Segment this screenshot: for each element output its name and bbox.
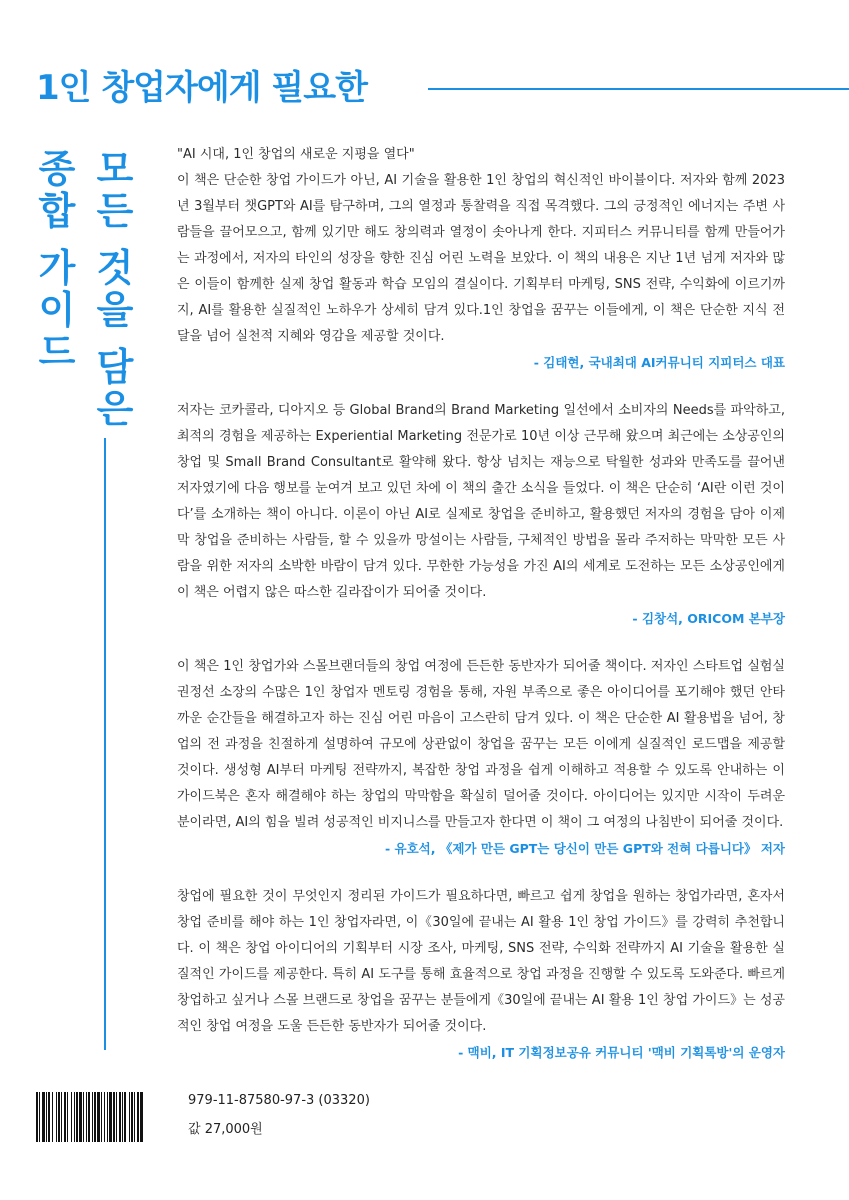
barcode-space	[143, 1092, 144, 1142]
review-signature: - 맥비, IT 기획정보공유 커뮤니티 '맥비 기획톡방'의 운영자	[458, 1045, 785, 1060]
review-text: 창업에 필요한 것이 무엇인지 정리된 가이드가 필요하다면, 빠르고 쉽게 창업을 원하는 창업가라면, 혼자서 창업 준비를 해야 하는 1인 창업자라면, 이《30일에 끝내는 AI 활용 1인 창업 가이드》를 강력히 추천합니다. 이 책은 창업 아이디어의 기획부터 시장 조사, 마케팅, SNS 전략, 수익화 전략까지 AI 기술을 활용한 실질적인 가이드를 제공한다. 특히 AI 도구를 통해 효율적으로 창업 과정을 진행할 수 있도록 도와준다. 빠르게 창업하고 싶거나 스몰 브랜드로 창업을 꿈꾸는 분들에게《30일에 끝내는 AI 활용 1인 창업 가이드》는 성공적인 창업 여정을 도울 든든한 동반자가 되어줄 것이다.	[177, 889, 785, 1034]
vertical-char: 이	[38, 288, 76, 332]
isbn: 979-11-87580-97-3 (03320)	[188, 1093, 370, 1108]
vertical-char: 가	[38, 246, 76, 290]
review-text: 이 책은 1인 창업가와 스몰브랜더들의 창업 여정에 든든한 동반자가 되어줄 책이다. 저자인 스타트업 실험실 권정선 소장의 수많은 1인 창업자 멘토링 경험을 통해, 자원 부족으로 좋은 아이디어를 포기해야 했던 안타까운 순간들을 해결하고자 하는 진심 어린 마음이 고스란히 담겨 있다. 이 책은 단순한 AI 활용법을 넘어, 창업의 전 과정을 친절하게 설명하여 규모에 상관없이 창업을 꿈꾸는 모든 이에게 실질적인 로드맵을 제공할 것이다. 생성형 AI부터 마케팅 전략까지, 복잡한 창업 과정을 쉽게 이해하고 적용할 수 있도록 안내하는 이 가이드북은 혼자 해결해야 하는 창업의 막막함을 확실히 덜어줄 것이다. 아이디어는 있지만 시작이 두려운 분이라면, AI의 힘을 빌려 성공적인 비지니스를 만들고자 한다면 이 책이 그 여정의 나침반이 되어줄 것이다.	[177, 659, 785, 830]
vertical-char: 합	[38, 189, 76, 233]
header-rule	[428, 88, 849, 90]
vertical-char: 드	[38, 330, 76, 374]
review-signature: - 유호석, 《제가 만든 GPT는 당신이 만든 GPT와 전혀 다릅니다》 저자	[384, 841, 785, 856]
vertical-title-right	[92, 148, 138, 430]
vertical-char: 모	[96, 147, 134, 191]
price: 값 27,000원	[188, 1122, 263, 1137]
vertical-title-left	[34, 148, 80, 373]
quote-heading: "AI 시대, 1인 창업의 새로운 지평을 열다"	[177, 147, 415, 162]
vertical-char: 담	[96, 345, 134, 389]
side-rule	[104, 438, 106, 1050]
review-body	[177, 142, 785, 1088]
vertical-char: 것	[96, 246, 134, 290]
barcode	[36, 1092, 180, 1142]
review-signature: - 김태현, 국내최대 AI커뮤니티 지피터스 대표	[533, 355, 785, 370]
vertical-char: 은	[96, 387, 134, 431]
vertical-char: 든	[96, 189, 134, 233]
vertical-char: 종	[38, 147, 76, 191]
header-title: 1인 창업자에게 필요한	[36, 68, 367, 108]
vertical-char: 을	[96, 288, 134, 332]
review-text: 이 책은 단순한 창업 가이드가 아닌, AI 기술을 활용한 1인 창업의 혁신적인 바이블이다. 저자와 함께 2023년 3월부터 챗GPT와 AI를 탐구하며, 그의 열정과 통찰력을 직접 목격했다. 그의 긍정적인 에너지는 주변 사람들을 끌어모으고, 함께 있기만 해도 창의력과 열정이 솟아나게 한다. 지피터스 커뮤니티를 함께 만들어가는 과정에서, 저자의 타인의 성장을 향한 진심 어린 노력을 보았다. 이 책의 내용은 지난 1년 넘게 저자와 많은 이들이 함께한 실제 창업 활동과 학습 모임의 결실이다. 기획부터 마케팅, SNS 전략, 수익화에 이르기까지, AI를 활용한 실질적인 노하우가 상세히 담겨 있다.1인 창업을 꿈꾸는 이들에게, 이 책은 단순한 지식 전달을 넘어 실천적 지혜와 영감을 제공할 것이다.	[177, 173, 785, 344]
review-signature: - 김창석, ORICOM 본부장	[632, 611, 785, 626]
review-text: 저자는 코카콜라, 디아지오 등 Global Brand의 Brand Marketing 일선에서 소비자의 Needs를 파악하고, 최적의 경험을 제공하는 Experiential Marketing 전문가로 10년 이상 근무해 왔으며 최근에는 소상공인의 창업 및 Small Brand Consultant로 활약해 왔다. 항상 넘치는 재능으로 탁월한 성과와 만족도를 끌어낸 저자였기에 다음 행보를 눈여겨 보고 있던 차에 이 책의 출간 소식을 들었다. 이 책은 단순히 ‘AI란 이런 것이다’를 소개하는 책이 아니다. 이론이 아닌 AI로 실제로 창업을 준비하고, 활용했던 저자의 경험을 담아 이제 막 창업을 준비하는 사람들, 할 수 있을까 망설이는 사람들, 구체적인 방법을 몰라 주저하는 막막한 모든 사람을 위한 저자의 소박한 바람이 담겨 있다. 무한한 가능성을 가진 AI의 세계로 도전하는 모든 소상공인에게 이 책은 어렵지 않은 따스한 길라잡이가 되어줄 것이다.	[177, 403, 785, 600]
